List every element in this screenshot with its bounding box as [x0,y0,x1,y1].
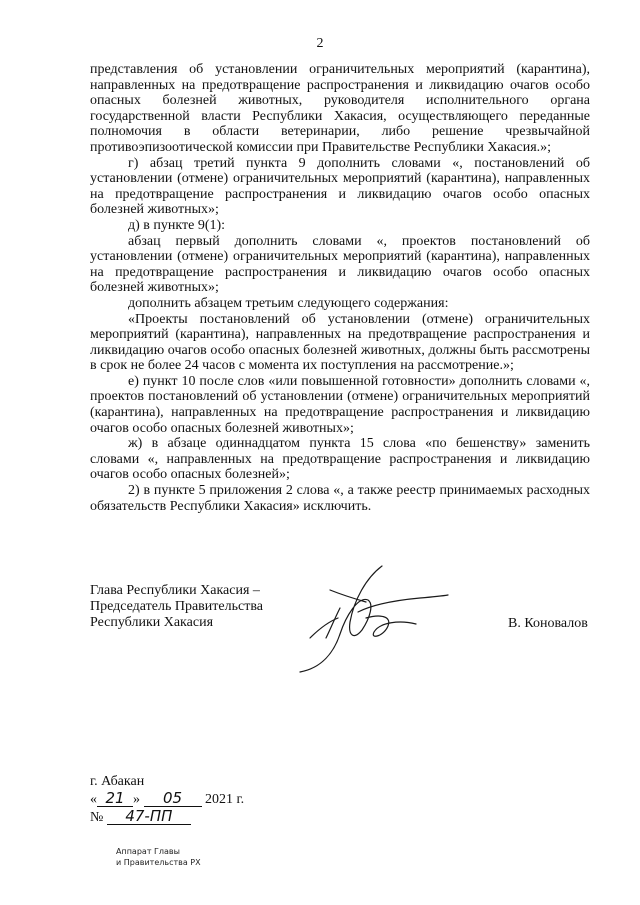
document-body [90,62,590,514]
signatory-title [90,583,263,631]
paragraph-item-2: 2) в пункте 5 приложения 2 слова «, а также реестр принимаемых расходных обязательств Республики Хакасия» исключить. [90,483,590,514]
signatory-name: В. Коновалов [508,616,588,631]
paragraph-item-d: д) в пункте 9(1): [128,217,226,233]
signatory-title-line: Председатель Правительства [90,599,263,614]
office-stamp [116,846,201,868]
paragraph-item-d-first: абзац первый дополнить словами «, проектов постановлений об установлении (отмене) ограничительных мероприятий (карантина), направленных на предотвращение распространения и ликвидацию очагов особо опасных болезней животных»; [90,233,590,296]
paragraph-continuation: представления об установлении ограничительных мероприятий (карантина), направленных на предотвращение распространения и ликвидацию очагов особо опасных болезней животных, руководителя исполнительного органа государственной власти Республики Хакасия, осуществляющего переданные полномочия в области ветеринарии, либо решение чрезвычайной противоэпизоотической комиссии при Правительстве Республики Хакасия.»; [90,62,590,155]
paragraph-item-d-add: дополнить абзацем третьим следующего содержания: [128,295,449,311]
issue-month: 05 [144,790,202,807]
issue-date [90,790,244,808]
issue-city: г. Абакан [90,774,145,789]
quote-close: » [133,792,140,807]
issue-year: 2021 г. [205,792,245,807]
stamp-line: Аппарат Главы [116,847,180,856]
quote-open: « [90,792,97,807]
signatory-title-line: Республики Хакасия [90,615,214,630]
issue-number-row [90,808,244,826]
paragraph-item-d-quote: «Проекты постановлений об установлении (отмене) ограничительных мероприятий (карантина), направленных на предотвращение распространения и ликвидацию очагов особо опасных болезней животных, должны быть рассмотрены в срок не более 24 часов с момента их поступления на рассмотрение.»; [90,311,590,374]
issue-number-label: № [90,810,104,825]
page-number: 2 [316,36,324,51]
stamp-line: и Правительства РХ [116,858,201,867]
handwritten-signature [270,560,470,680]
paragraph-item-e: е) пункт 10 после слов «или повышенной готовности» дополнить словами «, проектов постановлений об установлении (отмене) ограничительных мероприятий (карантина), направленных на предотвращение распространения и ликвидацию очагов особо опасных болезней животных»; [90,373,590,436]
paragraph-item-zh: ж) в абзаце одиннадцатом пункта 15 слова «по бешенству» заменить словами «, направленных на предотвращение распространения и ликвидацию очагов особо опасных болезней»; [90,436,590,483]
paragraph-item-g: г) абзац третий пункта 9 дополнить словами «, постановлений об установлении (отмене) ограничительных мероприятий (карантина), направленных на предотвращение распространения и ликвидацию очагов особо опасных болезней животных»; [90,155,590,218]
issue-number: 47-ПП [107,808,191,825]
issue-details [90,774,244,826]
issue-day: 21 [97,790,133,807]
signatory-title-line: Глава Республики Хакасия – [90,583,260,598]
